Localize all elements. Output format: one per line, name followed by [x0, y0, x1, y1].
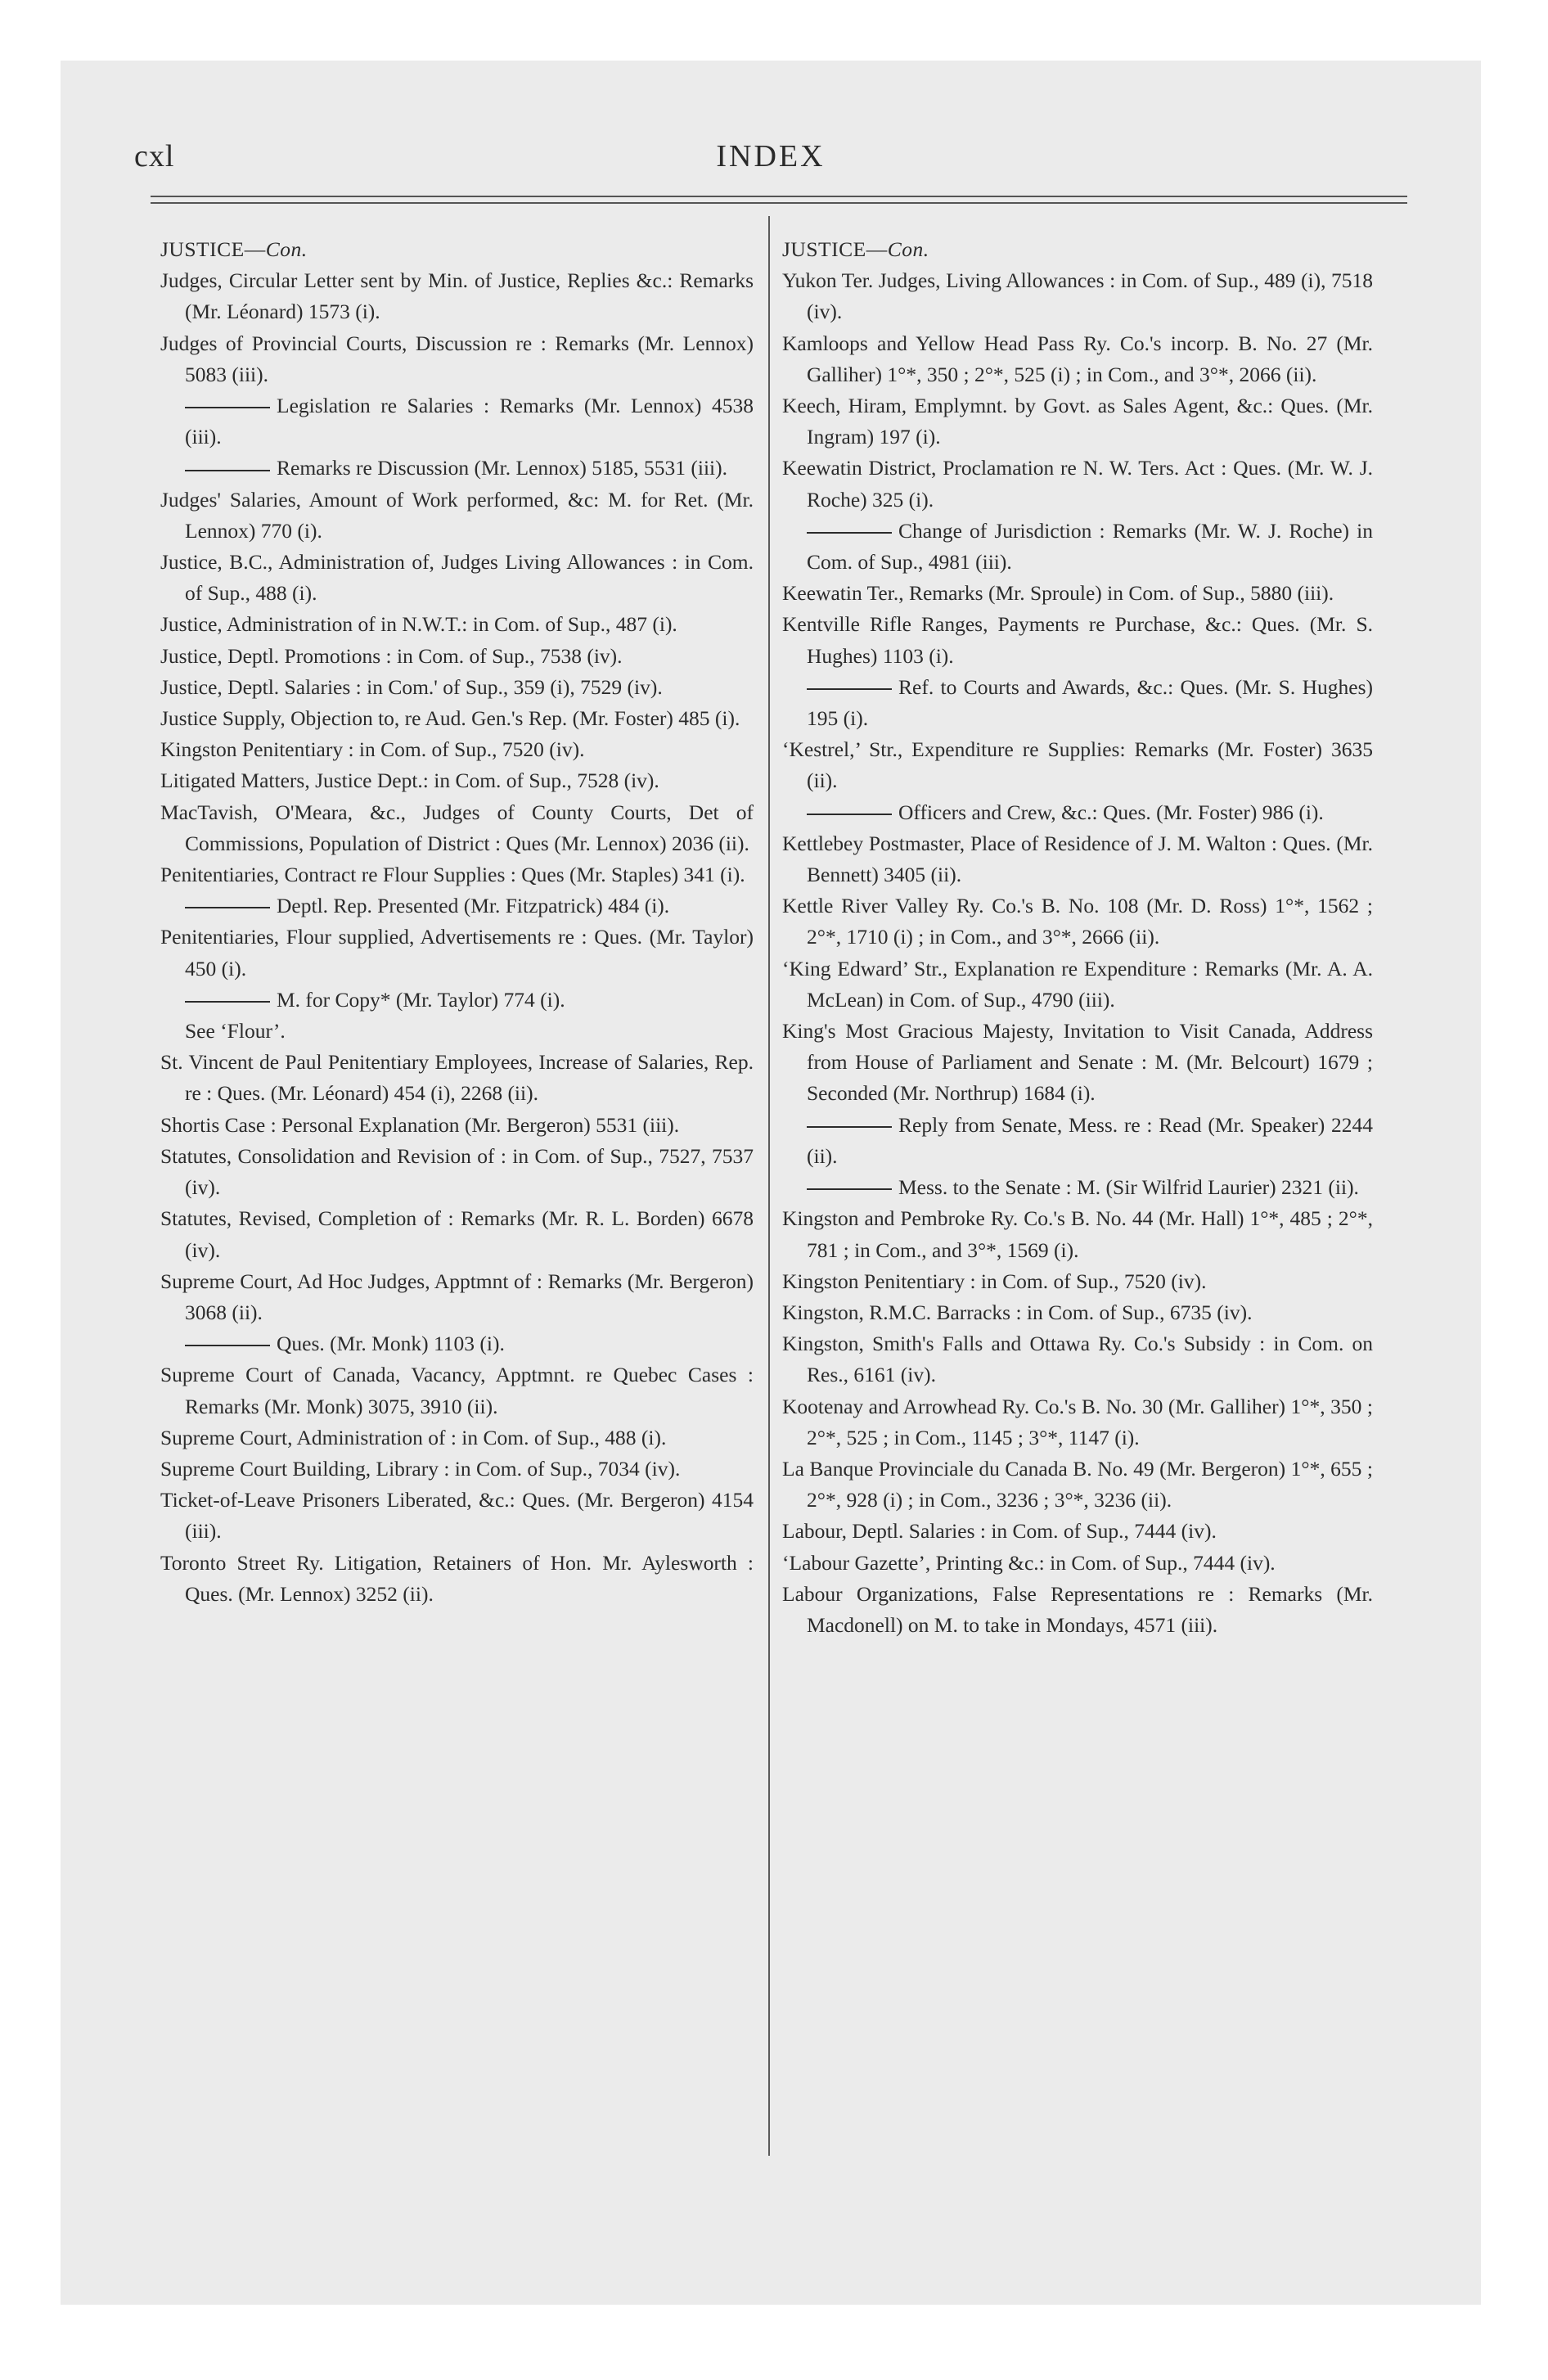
entry-text: Kettle River Valley Ry. Co.'s B. No. 108 (Mr. D. Ross) 1°*, 1562 ; 2°*, 1710 (i) ; in Com., and 3°*, 2666 (ii). [782, 894, 1373, 949]
index-entry [160, 328, 754, 390]
column-divider [768, 216, 770, 2156]
index-entry [782, 1391, 1373, 1454]
index-entry [782, 1297, 1373, 1328]
entry-text: Kingston Penitentiary : in Com. of Sup., 7520 (iv). [782, 1269, 1207, 1293]
entry-text: Penitentiaries, Flour supplied, Advertisements re : Ques. (Mr. Taylor) 450 (i). [160, 925, 754, 980]
ditto-dash [807, 1126, 892, 1128]
entry-text: Toronto Street Ry. Litigation, Retainers of Hon. Mr. Aylesworth : Ques. (Mr. Lennox) 3252 (ii). [160, 1550, 754, 1606]
index-entry [160, 1110, 754, 1141]
entry-text: Justice, B.C., Administration of, Judges Living Allowances : in Com. of Sup., 488 (i). [160, 550, 754, 606]
index-entry [160, 265, 754, 327]
entry-text: Kamloops and Yellow Head Pass Ry. Co.'s incorp. B. No. 27 (Mr. Galliher) 1°*, 350 ; 2°*, 525 (i) ; in Com., and 3°*, 2066 (ii). [782, 331, 1373, 386]
entry-text: Yukon Ter. Judges, Living Allowances : in Com. of Sup., 489 (i), 7518 (iv). [782, 268, 1373, 324]
index-entry [160, 1485, 754, 1547]
running-head: INDEX [716, 139, 826, 174]
entry-text: Ques. (Mr. Monk) 1103 (i). [277, 1332, 505, 1356]
entry-text: Statutes, Consolidation and Revision of : in Com. of Sup., 7527, 7537 (iv). [160, 1143, 754, 1200]
page-sheet [61, 61, 1481, 2305]
index-entry [160, 1359, 754, 1422]
index-entry [160, 922, 754, 984]
index-entry [782, 1203, 1373, 1265]
heading-continuation: Con. [887, 237, 929, 261]
index-entry [782, 1328, 1373, 1391]
ditto-dash [807, 688, 892, 690]
entry-text: Supreme Court of Canada, Vacancy, Apptmnt. re Quebec Cases : Remarks (Mr. Monk) 3075, 3910 (ii). [160, 1363, 754, 1418]
index-entry [160, 485, 754, 547]
entry-text: Supreme Court, Administration of : in Com. of Sup., 488 (i). [160, 1425, 667, 1449]
index-entry [160, 547, 754, 609]
index-entry [782, 453, 1373, 515]
entry-text: Penitentiaries, Contract re Flour Supplies : Ques (Mr. Staples) 341 (i). [160, 863, 745, 887]
index-entry [160, 672, 754, 703]
index-entry [160, 1548, 754, 1610]
index-entry [782, 1579, 1373, 1641]
index-entry [160, 609, 754, 640]
entry-text: Supreme Court, Ad Hoc Judges, Apptmnt of : Remarks (Mr. Bergeron) 3068 (ii). [160, 1269, 754, 1324]
entry-text: M. for Copy* (Mr. Taylor) 774 (i). [277, 987, 565, 1012]
index-entry [160, 797, 754, 859]
index-entry [782, 734, 1373, 796]
entry-text: Kingston, Smith's Falls and Ottawa Ry. Co.'s Subsidy : in Com. on Res., 6161 (iv). [782, 1332, 1373, 1387]
entry-text: Change of Jurisdiction : Remarks (Mr. W. J. Roche) in Com. of Sup., 4981 (iii). [807, 518, 1373, 575]
entry-text: Keewatin Ter., Remarks (Mr. Sproule) in Com. of Sup., 5880 (iii). [782, 581, 1334, 606]
index-entry [782, 1516, 1373, 1547]
entry-text: Kootenay and Arrowhead Ry. Co.'s B. No. 30 (Mr. Galliher) 1°*, 350 ; 2°*, 525 ; in Com., 1145 ; 3°*, 1147 (i). [782, 1394, 1373, 1449]
index-entry [782, 828, 1373, 890]
heading-main: JUSTICE [782, 237, 866, 261]
index-entry [782, 1454, 1373, 1516]
index-subentry [782, 672, 1373, 734]
column-heading: JUSTICE—Con. [160, 237, 308, 261]
entry-text: King's Most Gracious Majesty, Invitation to Visit Canada, Address from House of Parliament and Senate : M. (Mr. Belcourt) 1679 ; Seconded (Mr. Northrup) 1684 (i). [782, 1019, 1373, 1106]
ditto-dash [185, 1345, 270, 1346]
index-entry-list [782, 265, 1373, 1641]
entry-text: Justice, Deptl. Promotions : in Com. of Sup., 7538 (iv). [160, 643, 623, 668]
entry-text: Judges, Circular Letter sent by Min. of Justice, Replies &c.: Remarks (Mr. Léonard) 1573 (i). [160, 268, 754, 324]
index-subentry [160, 985, 754, 1016]
index-entry [782, 609, 1373, 671]
entry-text: La Banque Provinciale du Canada B. No. 49 (Mr. Bergeron) 1°*, 655 ; 2°*, 928 (i) ; in Com., 3236 ; 3°*, 3236 (ii). [782, 1456, 1373, 1512]
index-subentry [160, 1328, 754, 1359]
index-entry [782, 1548, 1373, 1579]
ditto-dash [807, 532, 892, 534]
ditto-dash [185, 907, 270, 908]
entry-text: Labour, Deptl. Salaries : in Com. of Sup., 7444 (iv). [782, 1519, 1217, 1544]
index-subentry [782, 1110, 1373, 1172]
entry-text: ‘Labour Gazette’, Printing &c.: in Com. of Sup., 7444 (iv). [782, 1550, 1276, 1575]
entry-text: Judges of Provincial Courts, Discussion re : Remarks (Mr. Lennox) 5083 (iii). [160, 331, 754, 386]
ditto-dash [185, 470, 270, 471]
entry-text: Judges' Salaries, Amount of Work performed, &c: M. for Ret. (Mr. Lennox) 770 (i). [160, 487, 754, 543]
index-entry [782, 578, 1373, 609]
entry-text: Ref. to Courts and Awards, &c.: Ques. (Mr. S. Hughes) 195 (i). [807, 674, 1373, 731]
entry-text: Statutes, Revised, Completion of : Remarks (Mr. R. L. Borden) 6678 (iv). [160, 1206, 754, 1262]
entry-text: ‘Kestrel,’ Str., Expenditure re Supplies: Remarks (Mr. Foster) 3635 (ii). [782, 737, 1373, 793]
entry-text: Labour Organizations, False Representations re : Remarks (Mr. Macdonell) on M. to take in Mondays, 4571 (iii). [782, 1581, 1373, 1637]
entry-text: Kingston, R.M.C. Barracks : in Com. of Sup., 6735 (iv). [782, 1300, 1253, 1324]
index-subentry [782, 1172, 1373, 1203]
index-entry [160, 641, 754, 672]
index-subentry [782, 797, 1373, 828]
index-subentry [160, 390, 754, 453]
index-entry [160, 1047, 754, 1109]
index-subentry [160, 1016, 754, 1047]
ditto-dash [807, 1188, 892, 1190]
entry-text: Mess. to the Senate : M. (Sir Wilfrid Laurier) 2321 (ii). [898, 1175, 1359, 1200]
ditto-dash [807, 814, 892, 815]
ditto-dash [185, 1001, 270, 1003]
index-entry [782, 1016, 1373, 1110]
index-entry [782, 390, 1373, 453]
index-entry [782, 890, 1373, 953]
index-subentry [160, 453, 754, 484]
entry-text: Justice, Administration of in N.W.T.: in Com. of Sup., 487 (i). [160, 612, 677, 637]
index-entry [160, 1141, 754, 1203]
left-column [160, 234, 754, 1610]
column-heading: JUSTICE—Con. [782, 237, 929, 261]
index-subentry [782, 516, 1373, 578]
entry-text: ‘King Edward’ Str., Explanation re Expenditure : Remarks (Mr. A. A. McLean) in Com. of Sup., 4790 (iii). [782, 956, 1373, 1012]
entry-text: Litigated Matters, Justice Dept.: in Com. of Sup., 7528 (iv). [160, 769, 659, 793]
header-rule-bottom [151, 202, 1407, 204]
index-entry [160, 1203, 754, 1265]
index-entry [160, 1422, 754, 1454]
index-entry [160, 765, 754, 796]
entry-text: Kingston and Pembroke Ry. Co.'s B. No. 44 (Mr. Hall) 1°*, 485 ; 2°*, 781 ; in Com., and 3°*, 1569 (i). [782, 1206, 1373, 1262]
index-entry [782, 328, 1373, 390]
index-entry [782, 1266, 1373, 1297]
index-subentry [160, 890, 754, 922]
entry-text: Kingston Penitentiary : in Com. of Sup., 7520 (iv). [160, 737, 585, 762]
entry-text: Kentville Rifle Ranges, Payments re Purchase, &c.: Ques. (Mr. S. Hughes) 1103 (i). [782, 612, 1373, 668]
entry-text: St. Vincent de Paul Penitentiary Employees, Increase of Salaries, Rep. re : Ques. (Mr. Léonard) 454 (i), 2268 (ii). [160, 1050, 754, 1106]
entry-text: Officers and Crew, &c.: Ques. (Mr. Foster) 986 (i). [898, 800, 1324, 824]
index-entry [160, 734, 754, 765]
entry-text: Deptl. Rep. Presented (Mr. Fitzpatrick) 484 (i). [277, 894, 670, 918]
heading-main: JUSTICE [160, 237, 245, 261]
index-entry [160, 859, 754, 890]
entry-text: Keech, Hiram, Emplymnt. by Govt. as Sales Agent, &c.: Ques. (Mr. Ingram) 197 (i). [782, 394, 1373, 449]
ditto-dash [185, 407, 270, 408]
entry-text: Shortis Case : Personal Explanation (Mr. Bergeron) 5531 (iii). [160, 1112, 680, 1137]
index-entry [160, 1454, 754, 1485]
index-entry [782, 953, 1373, 1016]
header-rule-top [151, 196, 1407, 197]
entry-text: Supreme Court Building, Library : in Com. of Sup., 7034 (iv). [160, 1456, 681, 1481]
entry-text: Reply from Senate, Mess. re : Read (Mr. Speaker) 2244 (ii). [807, 1112, 1373, 1168]
entry-text: Kettlebey Postmaster, Place of Residence of J. M. Walton : Ques. (Mr. Bennett) 3405 (ii). [782, 831, 1373, 887]
entry-text: Keewatin District, Proclamation re N. W. Ters. Act : Ques. (Mr. W. J. Roche) 325 (i). [782, 456, 1373, 512]
page-number: cxl [134, 139, 175, 174]
entry-text: Justice, Deptl. Salaries : in Com.' of Sup., 359 (i), 7529 (iv). [160, 674, 663, 699]
entry-text: Remarks re Discussion (Mr. Lennox) 5185, 5531 (iii). [277, 456, 728, 480]
entry-text: MacTavish, O'Meara, &c., Judges of County Courts, Det of Commissions, Population of District : Ques (Mr. Lennox) 2036 (ii). [160, 800, 754, 855]
entry-text: Justice Supply, Objection to, re Aud. Gen.'s Rep. (Mr. Foster) 485 (i). [160, 706, 740, 731]
entry-text: See ‘Flour’. [185, 1019, 286, 1044]
index-entry-list [160, 265, 754, 1610]
right-column [782, 234, 1373, 1641]
index-entry [782, 265, 1373, 327]
index-entry [160, 1266, 754, 1328]
heading-continuation: Con. [265, 237, 308, 261]
index-entry [160, 703, 754, 734]
entry-text: Legislation re Salaries : Remarks (Mr. Lennox) 4538 (iii). [185, 394, 754, 449]
entry-text: Ticket-of-Leave Prisoners Liberated, &c.: Ques. (Mr. Bergeron) 4154 (iii). [160, 1488, 754, 1544]
